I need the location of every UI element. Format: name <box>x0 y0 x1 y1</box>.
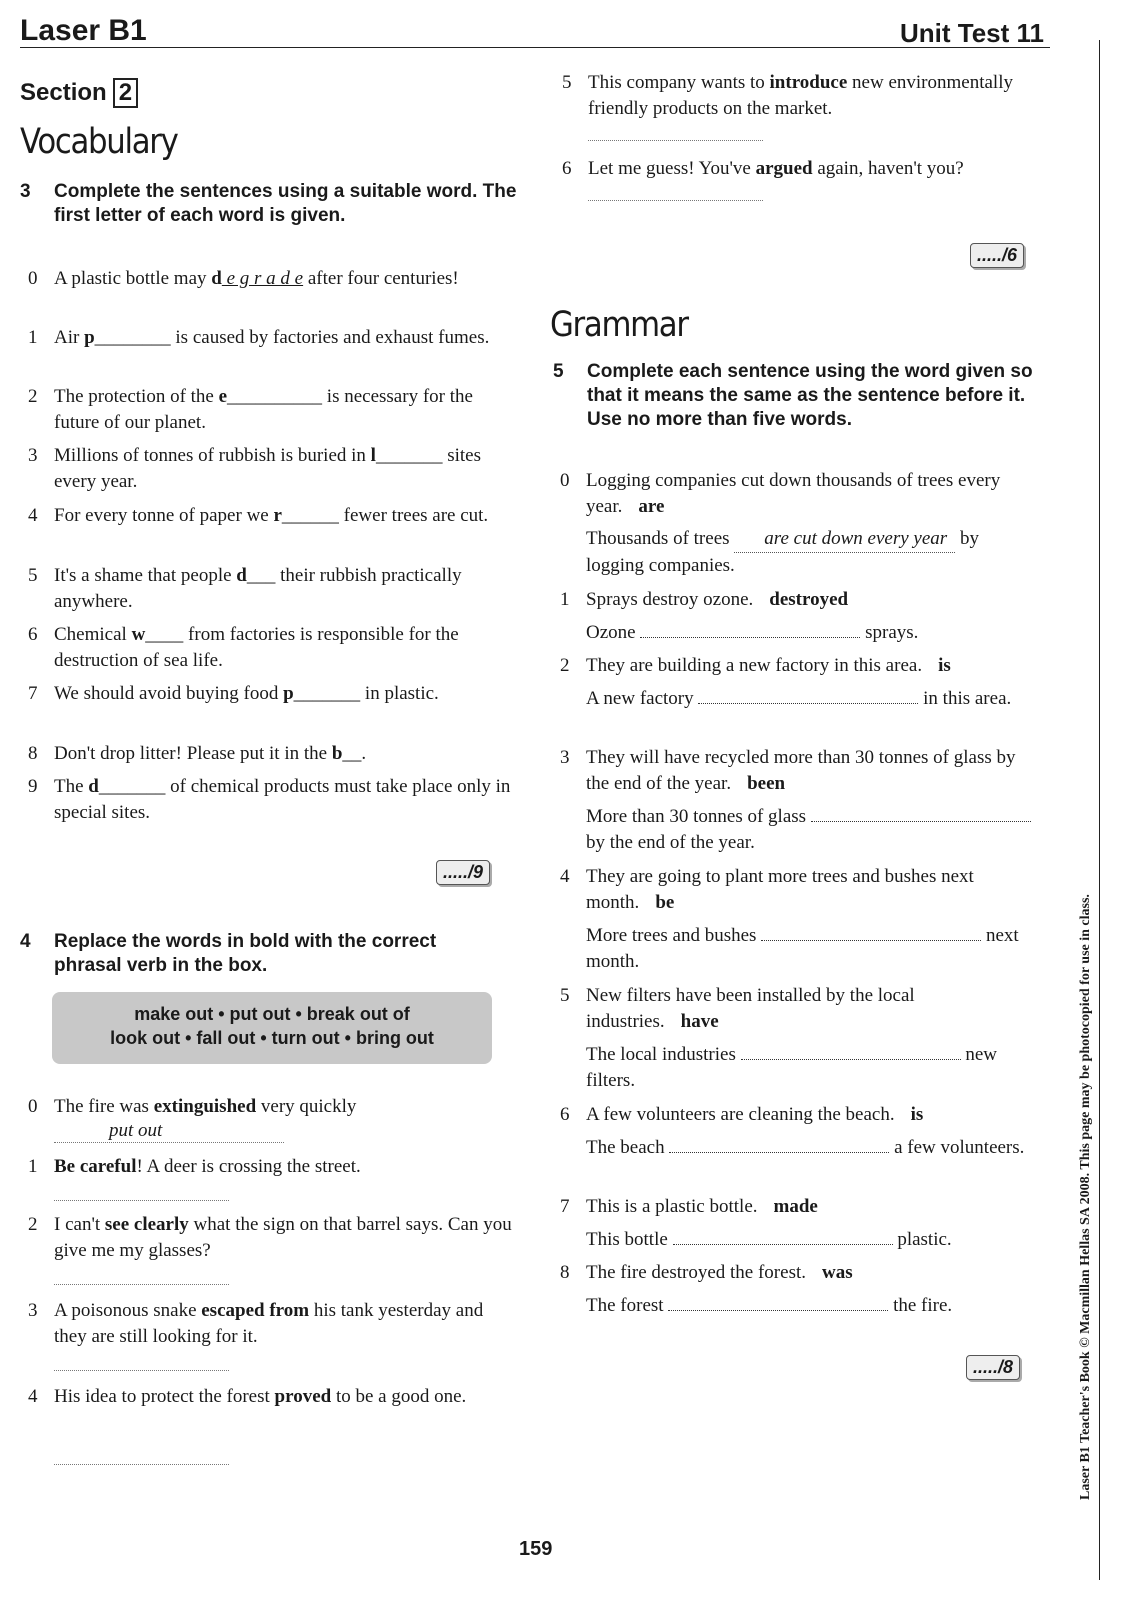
ex4-item <box>28 1384 514 1410</box>
ex5-item <box>560 983 1031 1094</box>
answer-line <box>588 200 763 201</box>
answer-text: put out <box>54 1120 284 1143</box>
grammar-heading: Grammar <box>550 305 688 345</box>
answer-blank: _______ <box>375 445 443 466</box>
first-letter: b <box>331 743 343 764</box>
item-text: is caused by factories and exhaust fumes. <box>170 327 490 348</box>
first-letter: d <box>236 565 247 586</box>
rewrite-line <box>586 1134 1031 1161</box>
unit-title: Unit Test 11 <box>899 18 1044 48</box>
item-text: in plastic. <box>360 683 439 704</box>
item-text: The fire was <box>54 1096 154 1117</box>
rewrite-end: sprays. <box>860 622 919 643</box>
item-text: new environmentally friendly products on the market. <box>588 72 1013 119</box>
ex3-item <box>28 503 516 529</box>
rewrite-line <box>586 803 1031 856</box>
first-letter: d <box>88 776 99 797</box>
ex4-item <box>28 1212 514 1264</box>
box-line-2: look out • fall out • turn out • bring out <box>110 1028 434 1048</box>
ex4-score: ...../6 <box>970 243 1024 268</box>
ex3-item <box>28 681 516 707</box>
answer-text: are cut down every year <box>734 526 955 553</box>
item-text: to be a good one. <box>331 1386 467 1407</box>
bold-phrase: escaped from <box>201 1300 310 1321</box>
first-letter: p <box>84 327 95 348</box>
key-word: have <box>680 1011 719 1032</box>
answer-blank: __________ <box>227 386 323 407</box>
item-text: We should avoid buying food <box>54 683 284 704</box>
item-number: 2 <box>28 1214 38 1235</box>
side-rule <box>1099 40 1100 1580</box>
rewrite-line <box>586 1226 1031 1253</box>
item-text: This company wants to <box>588 72 770 93</box>
ex3-score: ...../9 <box>436 860 490 885</box>
answer-blank: ________ <box>94 327 171 348</box>
key-word: made <box>773 1196 818 1217</box>
item-number: 7 <box>560 1196 570 1217</box>
ex3-item <box>28 563 516 615</box>
ex5-item <box>560 1102 1031 1161</box>
answer-blank <box>640 619 860 638</box>
item-text: The <box>54 776 89 797</box>
item-number: 3 <box>28 1300 38 1321</box>
ex4-item <box>562 70 1048 122</box>
ex5-item <box>560 587 1031 646</box>
answer-blank: _______ <box>98 776 166 797</box>
item-text: Millions of tonnes of rubbish is buried in <box>54 445 371 466</box>
source-sentence: New filters have been installed by the local industries. <box>586 985 915 1032</box>
item-text: A poisonous snake <box>54 1300 202 1321</box>
header-rule <box>20 47 1050 48</box>
answer-blank <box>741 1041 961 1060</box>
ex5-item <box>560 1194 1031 1253</box>
ex4-item <box>562 156 1048 182</box>
key-word: destroyed <box>769 589 849 610</box>
section-label: Section 2 <box>20 78 138 108</box>
item-text: Let me guess! You've <box>588 158 756 179</box>
rewrite-start: This bottle <box>586 1229 673 1250</box>
bold-phrase: Be careful <box>54 1156 137 1177</box>
ex3-item <box>28 325 516 351</box>
item-number: 6 <box>28 624 38 645</box>
item-number: 6 <box>560 1104 570 1125</box>
bold-phrase: argued <box>755 158 813 179</box>
ex5-instruction: 5 Complete each sentence using the word given so that it means the same as the sentence before it. Use no more than five words. <box>553 361 1033 430</box>
ex5-item <box>560 653 1031 712</box>
key-word: is <box>938 655 951 676</box>
rewrite-start: Thousands of trees <box>586 528 735 549</box>
item-number: 2 <box>560 655 570 676</box>
ex4-item <box>28 1094 454 1143</box>
source-sentence: They will have recycled more than 30 tonnes of glass by the end of the year. <box>586 747 1016 794</box>
bold-phrase: proved <box>274 1386 332 1407</box>
item-number: 5 <box>562 72 572 93</box>
item-number: 5 <box>28 565 38 586</box>
item-number: 8 <box>28 743 38 764</box>
ex3-item <box>28 774 516 826</box>
answer-blank: __ <box>342 743 362 764</box>
answer-text: e g r a d e <box>221 268 304 289</box>
ex3-item <box>28 266 516 292</box>
copyright-note: Laser B1 Teacher's Book © Macmillan Hellas SA 2008. This page may be photocopied for use in class. <box>1078 894 1093 1500</box>
item-number: 0 <box>28 268 38 289</box>
answer-blank <box>673 1226 893 1245</box>
first-letter: r <box>273 505 282 526</box>
ex3-item <box>28 741 516 767</box>
rewrite-start: The forest <box>586 1295 669 1316</box>
answer-blank: _______ <box>293 683 361 704</box>
item-text: The protection of the <box>54 386 219 407</box>
item-text: His idea to protect the forest <box>54 1386 275 1407</box>
first-letter: p <box>283 683 294 704</box>
answer-blank <box>668 1292 888 1311</box>
item-text: again, haven't you? <box>812 158 964 179</box>
item-number: 3 <box>28 445 38 466</box>
item-number: 0 <box>560 470 570 491</box>
item-text: what the sign on that barrel says. Can you give me my glasses? <box>54 1214 512 1261</box>
section-number: 2 <box>113 78 138 108</box>
answer-blank: ____ <box>145 624 184 645</box>
answer-line <box>54 1370 229 1371</box>
source-sentence: They are building a new factory in this area. <box>586 655 923 676</box>
rewrite-end: in this area. <box>918 688 1012 709</box>
first-letter: l <box>370 445 376 466</box>
rewrite-start: More than 30 tonnes of glass <box>586 806 811 827</box>
key-word: is <box>910 1104 924 1125</box>
ex3-item <box>28 622 516 674</box>
key-word: are <box>638 496 665 517</box>
item-number: 8 <box>560 1262 570 1283</box>
item-text: his tank yesterday and they are still looking for it. <box>54 1300 484 1347</box>
item-text: after four centuries! <box>303 268 459 289</box>
first-letter: w <box>131 624 146 645</box>
item-text: Chemical <box>54 624 132 645</box>
answer-line <box>54 1464 229 1465</box>
bold-phrase: see clearly <box>104 1214 189 1235</box>
item-number: 1 <box>560 589 570 610</box>
rewrite-line <box>586 619 1031 646</box>
item-number: 4 <box>28 505 38 526</box>
rewrite-end: a few volunteers. <box>889 1137 1025 1158</box>
rewrite-line <box>586 526 1031 579</box>
item-number: 1 <box>28 327 38 348</box>
source-sentence: This is a plastic bottle. <box>586 1196 758 1217</box>
item-text: For every tonne of paper we <box>54 505 274 526</box>
bold-phrase: introduce <box>769 72 848 93</box>
ex5-item <box>560 1260 1031 1319</box>
item-number: 1 <box>28 1156 38 1177</box>
item-text: It's a shame that people <box>54 565 237 586</box>
item-number: 9 <box>28 776 38 797</box>
rewrite-end: the fire. <box>888 1295 953 1316</box>
answer-line <box>54 1200 229 1201</box>
item-text: from factories is responsible for the destruction of sea life. <box>54 624 459 671</box>
ex3-instruction: 3 Complete the sentences using a suitable word. The first letter of each word is given. <box>20 181 517 226</box>
item-number: 6 <box>562 158 572 179</box>
source-sentence: A few volunteers are cleaning the beach. <box>586 1104 895 1125</box>
key-word: was <box>822 1262 853 1283</box>
ex4-item <box>28 1154 494 1180</box>
book-title: Laser B1 <box>20 14 147 47</box>
item-text: is necessary for the future of our planet. <box>54 386 473 433</box>
answer-blank <box>811 803 1031 822</box>
source-sentence: Logging companies cut down thousands of trees every year. <box>586 470 1001 517</box>
ex4-item <box>28 1298 514 1350</box>
rewrite-end: next month. <box>586 925 1019 972</box>
ex5-item <box>560 864 1031 975</box>
rewrite-end: by the end of the year. <box>586 832 755 853</box>
item-text: fewer trees are cut. <box>338 505 489 526</box>
bold-phrase: extinguished <box>153 1096 257 1117</box>
rewrite-line <box>586 1292 1031 1319</box>
ex5-item <box>560 468 1031 579</box>
rewrite-end: new filters. <box>586 1044 998 1091</box>
ex5-score: ...../8 <box>966 1355 1020 1380</box>
rewrite-line <box>586 1041 1031 1094</box>
item-number: 7 <box>28 683 38 704</box>
item-number: 4 <box>28 1386 38 1407</box>
key-word: be <box>655 892 675 913</box>
answer-line <box>54 1284 229 1285</box>
item-number: 2 <box>28 386 38 407</box>
item-text: . <box>361 743 367 764</box>
item-text: I can't <box>54 1214 105 1235</box>
rewrite-start: Ozone <box>586 622 641 643</box>
rewrite-end: by logging companies. <box>586 528 979 576</box>
ex5-item <box>560 745 1031 856</box>
answer-blank <box>761 922 981 941</box>
item-text: A plastic bottle may <box>54 268 212 289</box>
rewrite-start: A new factory <box>586 688 699 709</box>
page-number: 159 <box>519 1538 553 1560</box>
item-number: 4 <box>560 866 570 887</box>
item-text: their rubbish practically anywhere. <box>54 565 462 612</box>
rewrite-end: plastic. <box>892 1229 952 1250</box>
rewrite-line <box>586 685 1031 712</box>
item-text: very quickly <box>256 1096 357 1117</box>
item-text: Air <box>54 327 85 348</box>
ex3-item <box>28 443 516 495</box>
vocabulary-heading: Vocabulary <box>20 122 178 162</box>
item-number: 0 <box>28 1096 38 1117</box>
item-text: sites every year. <box>54 445 481 492</box>
answer-blank <box>698 685 918 704</box>
item-text: Don't drop litter! Please put it in the <box>54 743 332 764</box>
answer-blank <box>669 1134 889 1153</box>
first-letter: e <box>218 386 228 407</box>
ex4-instruction: 4 Replace the words in bold with the correct phrasal verb in the box. <box>20 931 437 976</box>
item-number: 5 <box>560 985 570 1006</box>
answer-line <box>588 140 763 141</box>
rewrite-start: The local industries <box>586 1044 741 1065</box>
box-line-1: make out • put out • break out of <box>134 1004 410 1024</box>
rewrite-start: More trees and bushes <box>586 925 762 946</box>
rewrite-start: The beach <box>586 1137 670 1158</box>
item-number: 3 <box>560 747 570 768</box>
answer-blank: ___ <box>246 565 276 586</box>
item-text: ! A deer is crossing the street. <box>136 1156 361 1177</box>
source-sentence: The fire destroyed the forest. <box>586 1262 806 1283</box>
source-sentence: They are going to plant more trees and bushes next month. <box>586 866 974 913</box>
answer-blank: ______ <box>281 505 339 526</box>
first-letter: d <box>211 268 222 289</box>
phrasal-verb-box <box>52 992 492 1064</box>
rewrite-line <box>586 922 1031 975</box>
ex3-item <box>28 384 516 436</box>
key-word: been <box>747 773 786 794</box>
item-text: of chemical products must take place only in special sites. <box>54 776 511 823</box>
source-sentence: Sprays destroy ozone. <box>586 589 754 610</box>
